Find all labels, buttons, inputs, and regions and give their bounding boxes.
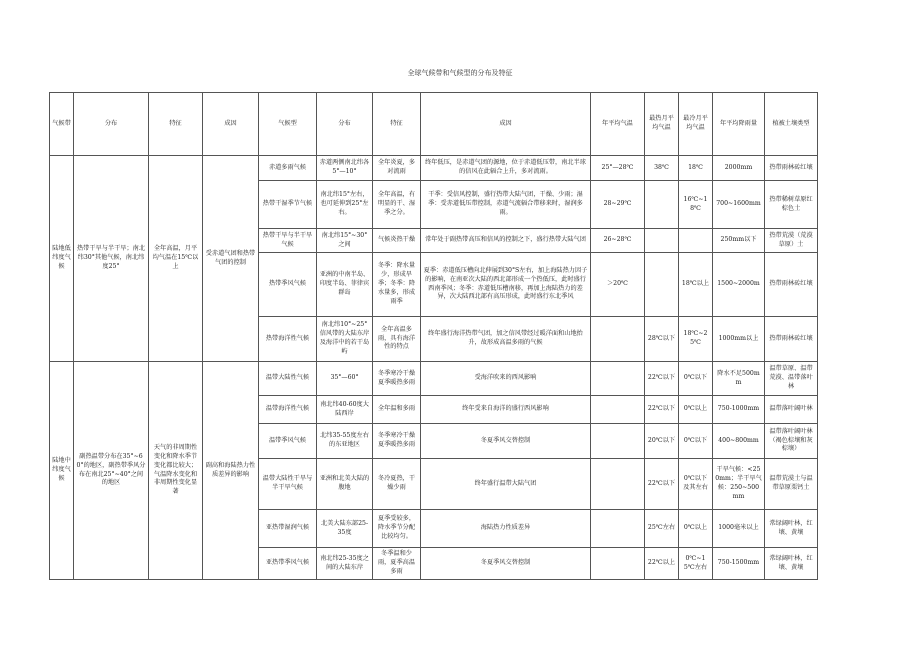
type-cell: 亚热带季风气候 [259,548,317,580]
value-cell [591,317,645,362]
value-cell: 温带荒漠土与温带草原栗钙土 [765,459,818,510]
dist-cell: 亚洲的中南半岛、印度半岛、菲律宾群岛 [317,253,373,317]
value-cell: 常绿阔叶林，红壤、黄壤 [765,548,818,580]
value-cell: ＞20℃ [591,253,645,317]
cause-cell: 冬夏季风交替控制 [421,548,591,580]
cause-cell: 终年受来自海洋的盛行西风影响 [421,396,591,424]
header-cell: 分布 [74,93,149,156]
feat-cell: 冬季：降水量少，形成旱季；冬季：降水量多，形成雨季 [373,253,421,317]
dist-cell: 南北纬15°左右，也可延伸到25°左右。 [317,181,373,229]
page-title: 全球气候带和气候型的分布及特征 [407,69,513,77]
dist-cell: 北美大陆东部25-35度 [317,510,373,548]
zone-cause-cell: 副高和海陆热力性质差异的影响 [203,362,259,580]
cause-cell: 海陆热力性质差异 [421,510,591,548]
cause-cell: 终年低压，是赤道气团的源地，位于赤道低压带，南北半球的信风在此辐合上升，多对流雨。 [421,156,591,181]
feat-cell: 夏季受较多，降水季节分配比较均匀。 [373,510,421,548]
header-cell: 年平均气温 [591,93,645,156]
value-cell: 28℃以下 [645,317,679,362]
header-cell: 植被土壤类型 [765,93,818,156]
value-cell: 25°—28℃ [591,156,645,181]
value-cell: 25℃左右 [645,510,679,548]
header-cell: 最冷月平均气温 [679,93,713,156]
value-cell [591,424,645,459]
cause-cell: 受海洋吹来的西风影响 [421,362,591,396]
value-cell [591,510,645,548]
feat-cell: 全年温和多雨 [373,396,421,424]
cause-cell: 常年处于副热带高压和信风的控制之下，盛行热带大陆气团 [421,229,591,253]
value-cell: 18℃~25℃ [679,317,713,362]
value-cell: 0℃~15℃左右 [679,548,713,580]
value-cell: 热带稀树草原红棕色土 [765,181,818,229]
value-cell [645,181,679,229]
zone-feat-cell: 全年高温，月平均气温在15℃以上 [149,156,203,362]
value-cell: 0℃以上 [679,396,713,424]
type-cell: 热带干旱与半干旱气候 [259,229,317,253]
feat-cell: 冬季温和少雨，夏季高温多雨 [373,548,421,580]
value-cell: 温带落叶阔叶林 [765,396,818,424]
header-cell: 成因 [421,93,591,156]
header-cell: 最热月平均气温 [645,93,679,156]
cause-cell: 终年盛行温带大陆气团 [421,459,591,510]
value-cell: 1000毫米以上 [713,510,765,548]
value-cell [645,253,679,317]
header-cell: 分布 [317,93,373,156]
feat-cell: 全年炎夏，多对流雨 [373,156,421,181]
value-cell: 38℃ [645,156,679,181]
feat-cell: 全年高温，有明显的干、湿季之分。 [373,181,421,229]
header-cell: 特征 [373,93,421,156]
zone-cell: 陆地中纬度气候 [50,362,74,580]
value-cell: 热带雨林砖红壤 [765,253,818,317]
type-cell: 热带季风气候 [259,253,317,317]
type-cell: 温带海洋性气候 [259,396,317,424]
cause-cell: 干季：受信风控制，盛行热带大陆气团，干燥、少雨；湿季：受赤道低压带控制，赤道气流辐合带移来时，湿润多雨。 [421,181,591,229]
value-cell: 26~28℃ [591,229,645,253]
type-cell: 亚热带湿润气候 [259,510,317,548]
dist-cell: 南北纬15°~30°之间 [317,229,373,253]
value-cell: 18℃ [679,156,713,181]
value-cell: 热带雨林砖红壤 [765,156,818,181]
value-cell: 22℃以下 [645,459,679,510]
table-row [50,362,818,396]
value-cell: 干旱气候：<250mm；半干旱气候：250~500mm [713,459,765,510]
value-cell: 1000mm以上 [713,317,765,362]
value-cell: 22℃以下 [645,362,679,396]
value-cell: 温带落叶阔叶林（褐色棕壤和灰棕壤） [765,424,818,459]
cause-cell: 夏季：赤道低压槽向北伸展到30°S左右，加上海陆热力因子的影响，在南亚次大陆的西北部形成一个热低压，此时盛行西南季风；冬季：赤道低压槽南移，再加上海陆热力的差异，次大陆西北部有高压形成，此时盛行东北季风 [421,253,591,317]
feat-cell: 气候炎热干燥 [373,229,421,253]
zone-cause-cell: 受赤道气团和热带气团的控制 [203,156,259,362]
climate-table [49,92,818,580]
value-cell: 22℃以下 [645,396,679,424]
type-cell: 温带大陆性干旱与半干旱气候 [259,459,317,510]
feat-cell: 全年高温多雨，具有海洋性的特点 [373,317,421,362]
value-cell: 22℃以上 [645,548,679,580]
dist-cell: 亚洲和北美大陆的腹地 [317,459,373,510]
zone-feat-cell: 天气的非周期性变化和降水季节变化都比较大；气温降水变化和非周期性变化显著 [149,362,203,580]
value-cell: 750-1000mm [713,396,765,424]
value-cell: 热带雨林砖红壤 [765,317,818,362]
dist-cell: 35°—60° [317,362,373,396]
zone-dist-cell: 热带干旱与半干旱；南北纬30°其他气候，南北纬度25° [74,156,149,362]
feat-cell: 冬季寒冷干燥夏季暖热多雨 [373,424,421,459]
dist-cell: 北纬35-55度左右的东亚地区 [317,424,373,459]
feat-cell: 冬季寒冷干燥夏季暖热多雨 [373,362,421,396]
value-cell: 降水不足500mm [713,362,765,396]
value-cell [591,459,645,510]
type-cell: 热带海洋性气候 [259,317,317,362]
dist-cell: 赤道两侧南北纬各5°—10° [317,156,373,181]
value-cell: 750-1500mm [713,548,765,580]
header-row [50,93,818,156]
table-row [50,156,818,181]
value-cell: 0℃以上 [679,510,713,548]
value-cell: 温带草原、温带荒漠、温带落叶林 [765,362,818,396]
value-cell [591,396,645,424]
value-cell: 0℃以下及其左右 [679,459,713,510]
value-cell: 700~1600mm [713,181,765,229]
value-cell: 0℃以下 [679,424,713,459]
zone-cell: 陆地低纬度气候 [50,156,74,362]
value-cell [591,362,645,396]
header-cell: 气候型 [259,93,317,156]
value-cell: 20℃以下 [645,424,679,459]
type-cell: 温带大陆性气候 [259,362,317,396]
header-cell: 成因 [203,93,259,156]
value-cell: 250mm以下 [713,229,765,253]
value-cell: 1500~2000m [713,253,765,317]
value-cell: 常绿阔叶林，红壤、黄壤 [765,510,818,548]
value-cell: 热带荒漠（荒漠草原）土 [765,229,818,253]
dist-cell: 南北纬40-60度大陆西岸 [317,396,373,424]
header-cell: 特征 [149,93,203,156]
value-cell: 18℃以上 [679,253,713,317]
cause-cell: 终年盛行海洋热带气团，加之信风带经过暖洋面和山地抬升，故形成高温多雨的气候 [421,317,591,362]
value-cell: 16℃~18℃ [679,181,713,229]
value-cell: 0℃以下 [679,362,713,396]
value-cell [591,548,645,580]
feat-cell: 冬冷夏热，干燥少雨 [373,459,421,510]
value-cell [645,229,679,253]
type-cell: 温带季风气候 [259,424,317,459]
value-cell: 28~29℃ [591,181,645,229]
zone-dist-cell: 副热温带分布在35°~60°的地区，副热带季风分布在南北25°~40°之间的地区 [74,362,149,580]
value-cell: 2000mm [713,156,765,181]
dist-cell: 南北纬10°~25°信风带的大陆东岸及海洋中的若干岛屿 [317,317,373,362]
value-cell [679,229,713,253]
type-cell: 赤道多雨气候 [259,156,317,181]
header-cell: 气候带 [50,93,74,156]
value-cell: 400~800mm [713,424,765,459]
cause-cell: 冬夏季风交替控制 [421,424,591,459]
header-cell: 年平均降雨量 [713,93,765,156]
type-cell: 热带干湿季节气候 [259,181,317,229]
dist-cell: 南北纬25-35度之间的大陆东岸 [317,548,373,580]
